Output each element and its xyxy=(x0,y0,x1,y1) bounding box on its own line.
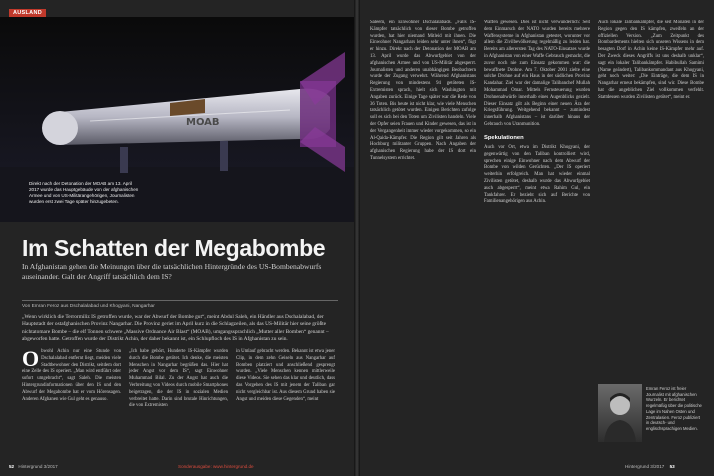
article-headline: Im Schatten der Megabombe xyxy=(22,235,326,261)
footer-issue: Hintergrund 3/2017 xyxy=(625,464,665,469)
avatar xyxy=(598,384,642,442)
body-column-1: Saleem, ein Einwohner Dschalalabads. „Falls IS-Kämpfer tatsächlich von dieser Bombe getroffen wurden, hat hier niemand Mitleid mit ihnen. Die Einwohner Nangarhars leiden sehr unter ihnen“, fügt er hinzu. Direkt nach der Detonation der MOAB am 13. April wurde das Abwurfgebiet von der afghanischen Armee und von US-Militär abgesperrt. Journalisten und anderen unabhängigen Beobachtern wurde der Zugang verwehrt. Während Afghanistans Regierung von mindestens 94 getöteten IS-Extremisten sprach, hielt sich Washington mit Angaben zurück. Einige Tage später war die Rede von 36 Toten. Bis heute ist nicht klar, wie viele Menschen tatsächlich getötet wurden. Einigen Berichten zufolge soll es sich bei den Toten um Zivilisten handeln. Viele der Opfer seien Frauen und Kinder gewesen, das ist in der Vergangenheit immer wieder vorgekommen, so ein Al-Qaida-Kämpfer. Die Region gilt seit Jahren als Hochburg militanter Gruppen. Nach Angaben der afghanischen Regierung habe der IS dort ein Tunnelsystem errichtet. xyxy=(370,20,476,161)
photo-caption: Direkt nach der Detonation der MOAB am 13. April 2017 wurde das Hauptgebäude von der afghanischen Armee und von US-Militärangehörigen, Journalisten wurden erst zwei Tage später hinzugebeten. xyxy=(29,181,139,204)
section-subhead: Spekulationen xyxy=(484,134,524,141)
body-text: Auch vor Ort, etwa im Distrikt Khogyani, der gegenwärtig von den Taliban kontrolliert wird, sprechen einige Einwohner nach dem Abwurf der Bombe von wilden Gerüchten. „Der IS operiert weiterhin erfolgreich. Man hat wieder einmal Zivilisten getötet, deshalb wurde das Abwurfgebiet auch abgesperrt“, meint etwa Rahim Gul, ein Tankfahrer. Er bezieht sich auf Berichte von Familienangehörigen aus Achin. xyxy=(484,144,590,205)
body-text: Waffen gewesen. Dies ist nicht verwunderlich: Seit dem Einmarsch der NATO wurden bereits mehrere Waffensysteme in Afghanistan getestet, worunter vor allem die Zivilbevölkerung regelmäßig zu leiden hat. Bereits am allerersten Tag des NATO-Einsatzes wurde in Afghanistan von einer Waffe Gebrauch gemacht, die zuvor noch nie zum Einsatz gekommen war: die bewaffnete Drohne. Am 7. Oktober 2001 zielte eine solche Drohne auf ein Haus in der südlichen Provinz Kandahar. Ziel war der damalige Talibanchef Mullah Mohammad Omar. Mittels Fernsteuerung wurden Drohnenabwürfe innerhalb eines Augenblicks gezielt. Dieser Einsatz gilt als Beginn einer neuen Ära der Kriegsführung. Weitgehend bekannt – zumindest innerhalb Afghanistans – ist darüber hinaus der Gebrauch von Uranmunition. xyxy=(484,20,590,127)
author-portrait xyxy=(598,384,642,442)
page-number: 53 xyxy=(669,464,675,469)
section-kicker: AUSLAND xyxy=(9,9,46,17)
article-dek: In Afghanistan gehen die Meinungen über die tatsächlichen Hintergründe des US-Bombenabwurfs auseinander. Galt der Angriff tatsächlich dem IS? xyxy=(22,262,322,282)
body-column-2 xyxy=(484,20,590,460)
byline: Von Emran Feroz aus Dschalalabad und Khogyani, Nangarhar xyxy=(22,304,155,309)
left-footer xyxy=(9,464,58,469)
body-column-3: in Umlauf gebracht werden. Bekannt ist etwa jener Clip, in dem zehn Geiseln aus Nangarhar auf Bomben platziert und anschließend gesprengt wurden. „Viele Menschen kennen mittlerweile diese Videos. Sie sehen das klar und deutlich, dass das Vorgehen des IS mit jenem der Taliban gar nicht vergleichbar ist. Aus diesem Grund haben sie Angst und meiden diese Gegenden“, meint xyxy=(236,349,335,402)
lead-paragraph: „Wenn wirklich die Terrormiliz IS getroffen wurde, war der Abwurf der Bombe gut“, meint Abdul Saleh, ein Händler aus Dschalalabad, der Hauptstadt der ostafghanischen Provinz Nangarhar. Die Provinz geriet im April kurz in die Schlagzeilen, als das US-Militär hier seine größte nichtatomare Bombe – die elf Tonnen schwere „Massive Ordnance Air Blast“ (MOAB), umgangssprachlich „Mutter aller Bomben“ genannt – abgeworfen hatte. Getroffen wurde der Distrikt Achin, der daher bekannt ist, ein Schlupfloch des IS in Afghanistan zu sein. xyxy=(22,314,329,343)
body-column-2: „Ich habe gehört, Hunderte IS-Kämpfer wurden durch die Bombe getötet. Ich denke, die meisten Menschen in Nangarhar begrüßen das. Hier hat jeder Angst vor dem IS“, sagt Einwohner Muhammad Bilal. Zu der Angst hat auch die Verbreitung von Videos durch mobile Smartphones beigetragen, die der IS in sozialen Medien verbreitet hatte. Darin sind brutale Hinrichtungen, die von Extremisten xyxy=(129,349,228,409)
body-text: bwohl Achin nur eine Stunde von Dschalalabad entfernt liegt, meiden viele Stadtbewohner den Distrikt, seitdem dort eine Zelle des IS operiert. „Man wird entführt oder sofort umgebracht“, sagt Saleh. Die meisten Hintergrundinformationen über den IS und den Abwurf der Megabombe hat er vom Hörensagen. Anderen Afghanen wie Gul geht es genauso. xyxy=(22,349,121,402)
bomb-label: MOAB xyxy=(186,117,220,128)
body-column-3: Auch lokale Talibankämpfer, die seit Monaten in der Region gegen den IS kämpfen, zweifeln an der offiziellen Version. „Zum Zeitpunkt des Bombardements hielten sich unseren Wissens in dem besagten Dorf in Achin keine IS-Kämpfer mehr auf. Der Zweck dieses Angriffs ist uns deshalb unklar“, sagt ein lokaler Talibankämpfer. Habibullah Samimi (Name geändert), Talibankommandant aus Khogyani, geht noch weiter: „Die Einträge, die dem IS in Nangarhar erneut bekämpfen, sind wir. Diese Bombe hat die angeblichen Ziel vollkommen verfehlt. Stattdessen wurden Zivilisten getötet“, meint er. xyxy=(598,20,704,100)
footer-url: Sonderausgabe: www.hintergrund.de xyxy=(178,464,254,469)
page-number: 52 xyxy=(9,464,15,469)
divider-rule xyxy=(22,300,338,301)
right-page xyxy=(360,0,714,476)
author-box xyxy=(598,384,704,442)
footer-issue: Hintergrund 3/2017 xyxy=(18,464,58,469)
left-page xyxy=(0,0,354,476)
right-footer xyxy=(625,464,678,469)
body-column-1 xyxy=(22,346,121,403)
author-bio: Emran Feroz ist freier Journalist mit afghanischen Wurzeln. Er berichtet regelmäßig über die politische Lage im Nahen Osten und Zentralasien. Feroz publiziert in deutsch- und englischsprachigen Medien. xyxy=(646,386,702,431)
drop-cap: O xyxy=(22,346,40,371)
